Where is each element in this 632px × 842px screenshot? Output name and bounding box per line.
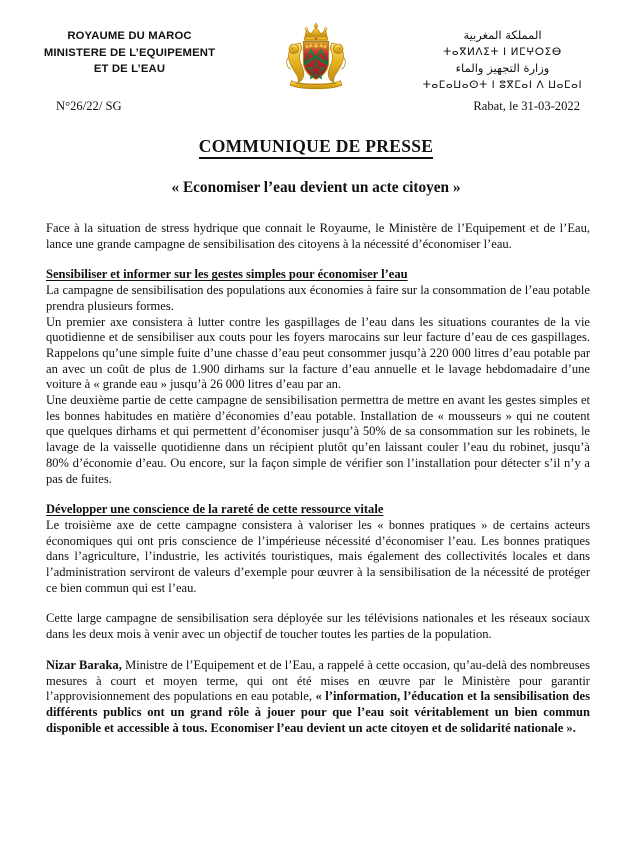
crown-shape	[304, 23, 328, 40]
section-2-paragraph-1: Le troisième axe de cette campagne consistera à valoriser les « bonnes pratiques » de certains acteurs économiques qui ont pris conscience de l’impérieuse nécessité d’économiser l’eau. Les bonnes pratiques dans l’agriculture, l’industrie, les activités touristiques, mais également des collectivités locales et dans l’administration serviront de valeurs d’exemple pour œuvrer à la sensibilisation de la nécessité de protéger ce bien commun qui est l’eau.	[46, 517, 590, 595]
section-1	[46, 267, 590, 487]
letterhead-arabic-ministry: وزارة التجهيز والماء	[455, 61, 550, 75]
shield-shape	[303, 41, 328, 79]
intro-paragraph: Face à la situation de stress hydrique que connait le Royaume, le Ministère de l’Equipement et de l’Eau, lance une grande campagne de sensibilisation des citoyens à la nécessité d’économiser l’eau.	[46, 221, 590, 251]
lion-right-shape	[328, 43, 345, 82]
section-2	[46, 502, 590, 596]
minister-quote: « l’information, l’éducation et la sensibilisation des différents publics ont un grand rôle à jouer pour que l’eau soit véritablement un bien commun disponible et accessible à tous. Economiser l’eau devient un acte citoyen et de solidarité nationale ».	[46, 689, 590, 735]
page-subtitle: « Economiser l’eau devient un acte citoyen »	[171, 179, 461, 196]
letterhead-tifinagh-ministry: ⵜⴰⵎⴰⵡⴰⵙⵜ ⵏ ⵓⴳⵎⴰⵏ ⴷ ⵡⴰⵎⴰⵏ	[422, 78, 583, 91]
page-title-text: COMMUNIQUE DE PRESSE	[199, 136, 434, 159]
letterhead	[0, 0, 632, 92]
section-1-paragraph-1: La campagne de sensibilisation des populations aux économies à faire sur la consommation de l’eau potable prendra plusieurs formes.	[46, 283, 590, 313]
letterhead-line-water: ET DE L’EAU	[93, 63, 166, 75]
emblem-container	[268, 18, 364, 94]
deployment-paragraph: Cette large campagne de sensibilisation sera déployée sur les télévisions nationales et les réseaux sociaux dans les deux mois à venir avec un objectif de toucher toutes les parties de la population.	[46, 611, 590, 642]
place-date: Rabat, le 31-03-2022	[473, 99, 580, 113]
moroccan-coat-of-arms-icon	[279, 20, 353, 94]
motto-banner-shape	[290, 81, 342, 89]
page-title	[0, 136, 632, 157]
minister-name: Nizar Baraka,	[46, 657, 122, 672]
letterhead-arabic-kingdom: المملكة المغربية	[463, 28, 542, 42]
section-1-paragraph-2: Un premier axe consistera à lutter contre les gaspillages de l’eau dans les situations courantes de la vie quotidienne et de sensibiliser aux couts pour les foyers marocains sur leur facture d’eau de ces gaspillages. Rappelons qu’une simple fuite d’une chasse d’eau peut consommer jusqu’à 220 000 litres d’eau potable par an avec un coût de plus de 1.900 dirhams sur la facture d’eau annuelle et le lavage hebdomadaire d’une voiture à « grande eau » jusqu’à 26 000 litres d’eau par an.	[46, 314, 590, 392]
ministry-name-french	[22, 18, 237, 78]
letterhead-line-kingdom: ROYAUME DU MAROC	[67, 30, 192, 42]
section-heading-1: Sensibiliser et informer sur les gestes simples pour économiser l’eau	[46, 267, 408, 282]
section-heading-2: Développer une conscience de la rareté de cette ressource vitale	[46, 502, 384, 517]
minister-statement-lead: Ministre de l’Equipement et de l’Eau, a rappelé à cette occasion, qu’au-delà des nombreuses mesures à court et moyen terme, qui ont été mises en œuvre par le Ministère pour garantir l’approvisionnement des populations en eau potable,	[46, 657, 590, 704]
document-body	[0, 221, 632, 736]
letterhead-line-ministry: MINISTERE DE L’EQUIPEMENT	[43, 46, 216, 59]
reference-date-line	[0, 92, 632, 114]
reference-number: N°26/22/ SG	[56, 99, 122, 113]
ministry-name-arabic-tifinagh	[395, 18, 610, 93]
letterhead-tifinagh-kingdom: ⵜⴰⴳⵍⴷⵉⵜ ⵏ ⵍⵎⵖⵔⵉⴱ	[443, 45, 562, 58]
section-1-paragraph-3: Une deuxième partie de cette campagne de sensibilisation permettra de mettre en avant les gestes simples et les bonnes habitudes en matière d’économies d’eau potable. Installation de « mousseurs » qui ne coutent que quelques dirhams et qui permettent d’économiser jusqu’à 50% de sa consommation sur les robinets, le lavage de la vaisselle quotidienne dans un récipient plutôt qu’en laissant couler l’eau du robinet, jusqu’à 80% d’économie d’eau. Ou encore, sur la façon simple de vérifier son l’installation pour détecter s’il n’y a pas de fuites.	[46, 393, 590, 486]
minister-statement-paragraph	[46, 658, 590, 737]
lion-left-shape	[287, 43, 304, 82]
